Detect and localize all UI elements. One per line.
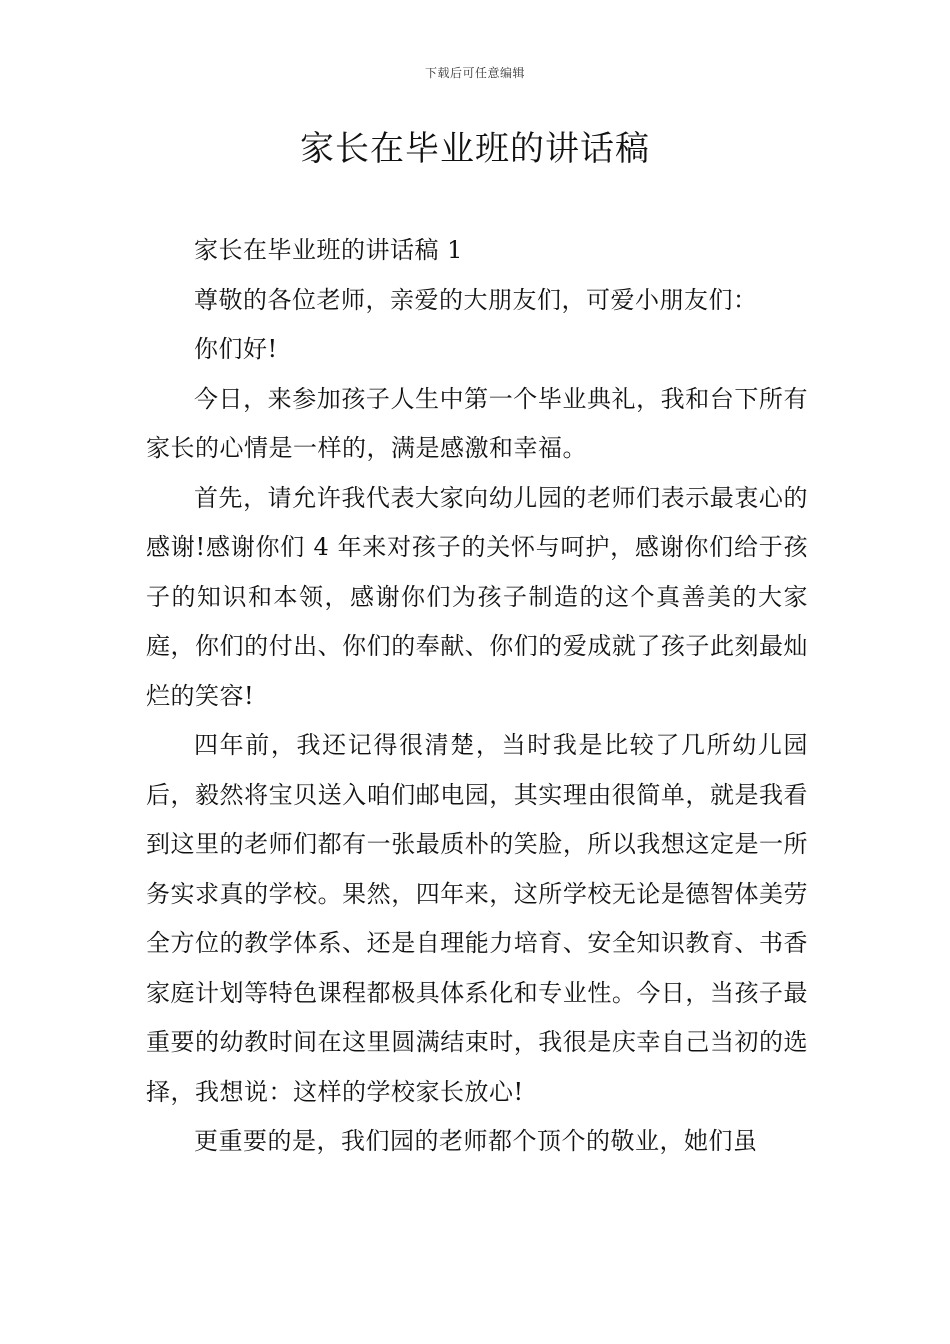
paragraph-salutation: 尊敬的各位老师，亲爱的大朋友们，可爱小朋友们： xyxy=(194,285,758,314)
header-note: 下载后可任意编辑 xyxy=(424,66,525,80)
paragraph-body: 更重要的是，我们园的老师都个顶个的敬业，她们虽 xyxy=(194,1127,758,1155)
paragraph-body: 首先，请允许我代表大家向幼儿园的老师们表示最衷心的感谢!感谢你们 4 年来对孩子的关怀与呵护，感谢你们给于孩子的知识和本领，感谢你们为孩子制造的这个真善美的大家庭，你们的付出、你们的奉献、你们的爱成就了孩子此刻最灿烂的笑容! xyxy=(146,483,808,710)
document-title: 家长在毕业班的讲话稿 xyxy=(300,129,650,169)
document-body xyxy=(146,226,808,1167)
paragraph-body: 四年前，我还记得很清楚，当时我是比较了几所幼儿园后，毅然将宝贝送入咱们邮电园，其实理由很简单，就是我看到这里的老师们都有一张最质朴的笑脸，所以我想这定是一所务实求真的学校。果然，四年来，这所学校无论是德智体美劳全方位的教学体系、还是自理能力培育、安全知识教育、书香家庭计划等特色课程都极具体系化和专业性。今日，当孩子最重要的幼教时间在这里圆满结束时，我很是庆幸自己当初的选择，我想说：这样的学校家长放心! xyxy=(146,731,808,1106)
paragraph-subtitle: 家长在毕业班的讲话稿 1 xyxy=(194,236,463,264)
paragraph-greeting: 你们好! xyxy=(194,335,278,363)
paragraph-body: 今日，来参加孩子人生中第一个毕业典礼，我和台下所有家长的心情是一样的，满是感激和幸福。 xyxy=(146,384,808,462)
